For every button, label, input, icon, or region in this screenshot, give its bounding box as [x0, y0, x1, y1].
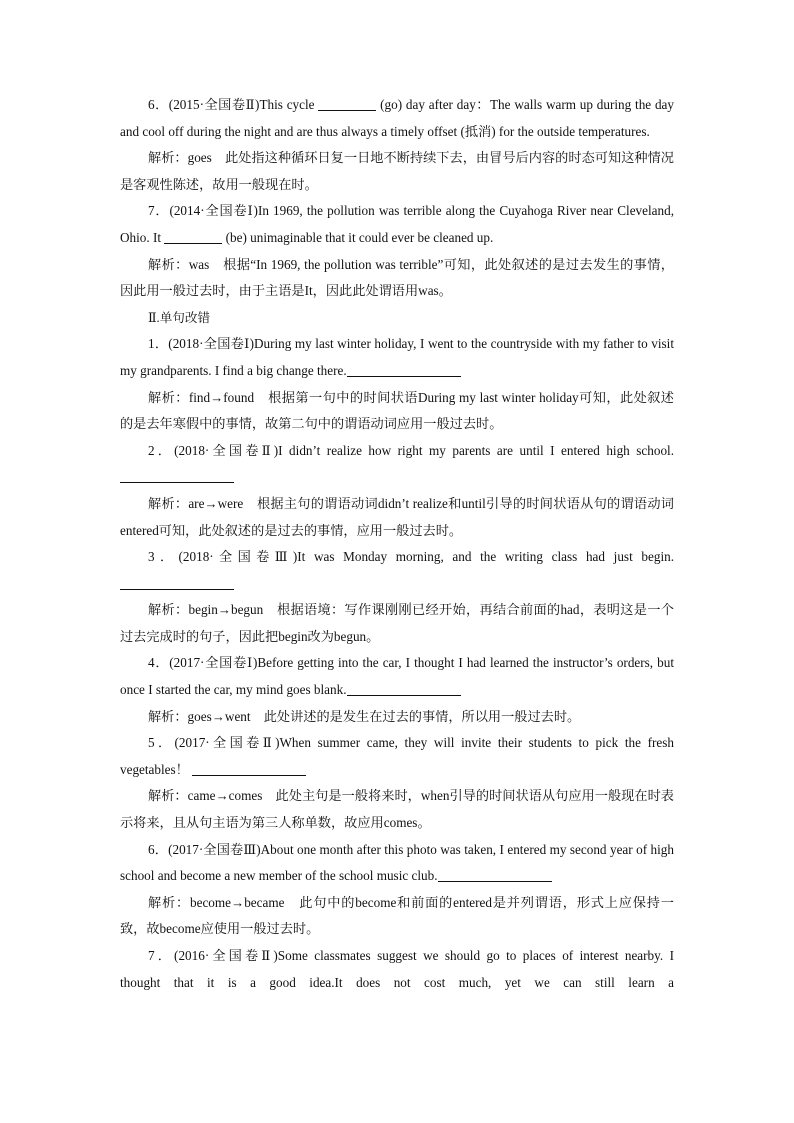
question-7: 7．(2014·全国卷Ⅰ)In 1969, the pollution was terrible along the Cuyahoga River near Cleveland, Ohio. It (be) unimaginable that it could ever be cleaned up. [120, 203, 674, 245]
correction-answer-3: 解析：begin→begun 根据语境：写作课刚刚已经开始，再结合前面的had，表明这是一个过去完成时的句子，因此把begin改为begun。 [120, 602, 674, 644]
answer-7: 解析：was 根据“In 1969, the pollution was terrible”可知，此处叙述的是过去发生的事情，因此用一般过去时，由于主语是It，因此此处谓语用was。 [120, 256, 674, 299]
correction-question-1: 1．(2018·全国卷Ⅰ)During my last winter holiday, I went to the countryside with my father to visit my grandparents. I find a big change there. [120, 336, 674, 378]
answer-blank[interactable] [347, 362, 461, 377]
answer-blank[interactable] [164, 229, 222, 244]
correction-question-6: 6．(2017·全国卷Ⅲ)About one month after this photo was taken, I entered my second year of high school and become a new member of the school music club. [120, 841, 674, 884]
correction-answer-1: 解析：find→found 根据第一句中的时间状语During my last winter holiday可知，此处叙述的是去年寒假中的事情，故第二句中的谓语动词应用一般过去时。 [120, 389, 674, 432]
answer-blank[interactable] [347, 681, 461, 696]
correction-question-4: 4．(2017·全国卷Ⅰ)Before getting into the car, I thought I had learned the instructor’s orders, but once I started the car, my mind goes blank. [120, 655, 674, 698]
correction-question-5: 5．(2017·全国卷Ⅱ)When summer came, they will invite their students to pick the fresh vegetables！ [120, 735, 674, 777]
correction-answer-5: 解析：came→comes 此处主句是一般将来时，when引导的时间状语从句应用一般现在时表示将来，且从句主语为第三人称单数，故应用comes。 [120, 788, 674, 831]
answer-blank[interactable] [192, 761, 306, 776]
answer-blank[interactable] [438, 867, 552, 882]
answer-blank[interactable] [120, 468, 234, 483]
correction-answer-2: 解析：are→were 根据主句的谓语动词didn’t realize和until引导的时间状语从句的谓语动词entered可知，此处叙述的是过去的事情，应用一般过去时。 [120, 495, 674, 538]
answer-blank[interactable] [120, 575, 234, 590]
correction-question-7-line1: 7．(2016·全国卷Ⅱ)Some classmates suggest we should go to places of interest nearby. I [148, 948, 674, 963]
question-6: 6．(2015·全国卷Ⅱ)This cycle (go) day after day：The walls warm up during the day and cool off during the night and are thus always a timely offset (抵消) for the outside temperatures. [120, 97, 675, 139]
correction-answer-6: 解析：become→became 此句中的become和前面的entered是并列谓语，形式上应保持一致，故become应使用一般过去时。 [120, 894, 674, 937]
document-page [120, 92, 674, 996]
correction-question-2: 2．(2018·全国卷Ⅱ)I didn’t realize how right my parents are until I entered high school. [120, 438, 674, 491]
correction-question-7-line2: thought that it is a good idea.It does not cost much, yet we can still learn a [120, 974, 674, 990]
section-title: Ⅱ.单句改错 [148, 310, 211, 325]
answer-blank[interactable] [318, 96, 376, 111]
answer-6: 解析：goes 此处指这种循环日复一日地不断持续下去，由冒号后内容的时态可知这种情况是客观性陈述，故用一般现在时。 [120, 150, 674, 192]
correction-answer-4: 解析：goes→went 此处讲述的是发生在过去的事情，所以用一般过去时。 [148, 708, 581, 724]
correction-question-3: 3．(2018·全国卷Ⅲ)It was Monday morning, and the writing class had just begin. [120, 544, 674, 597]
